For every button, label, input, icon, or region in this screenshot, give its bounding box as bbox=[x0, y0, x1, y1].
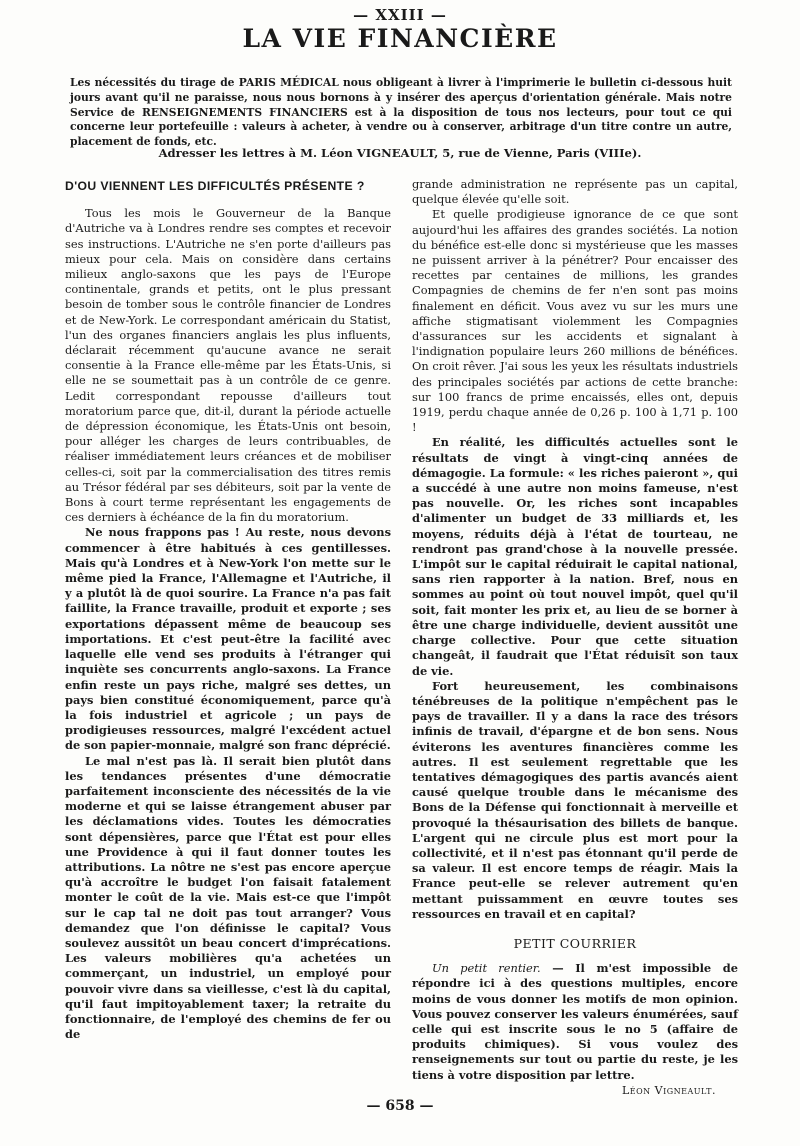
courrier-addressee: Un petit rentier. bbox=[432, 961, 541, 976]
intro-notice: Les nécessités du tirage de PARIS MÉDICAL nous obligeant à livrer à l'imprimerie le bulletin ci-dessous huit jours avant qu'il ne paraisse, nous nous bornons à y insérer des aperçus d'orientation générale. Mais notre Service de RENSEIGNEMENTS FINANCIERS est à la disposition de tous nos lecteurs, pour tout ce qui concerne leur portefeuille : valeurs à acheter, à vendre ou à conserver, arbitrage d'un titre contre un autre, placement de fonds, etc. bbox=[70, 76, 732, 149]
page-number: — 658 — bbox=[366, 1098, 434, 1114]
right-column bbox=[412, 177, 738, 1098]
page-number-roman: — XXIII — bbox=[353, 6, 447, 24]
paragraph: Ne nous frappons pas ! Au reste, nous devons commencer à être habitués à ces gentillesses. Mais qu'à Londres et à New-York l'on mette sur le même pied la France, l'Allemagne et l'Autriche, il y a plutôt là de quoi sourire. La France n'a pas fait faillite, la France travaille, produit et exporte ; ses exportations dépassent même de beaucoup ses importations. Et c'est peut-être la facilité avec laquelle elle vend ses produits à l'étranger qui inquiète ses concurrents anglo-saxons. La France enfin reste un pays riche, malgré ses dettes, un pays bien constitué économiquement, parce qu'à la fois industriel et agricole ; un pays de prodigieuses ressources, malgré l'excédent actuel de son papier-monnaie, malgré son franc déprécié. bbox=[65, 525, 391, 753]
paragraph: En réalité, les difficultés actuelles sont le résultats de vingt à vingt-cinq années de démagogie. La formule: « les riches paieront », qui a succédé à une autre non moins fameuse, n'est pas nouvelle. Or, les riches sont incapables d'alimenter un budget de 33 milliards et, les moyens, réduits déjà à l'état de tourteau, ne rendront pas grand'chose à la nouvelle pressée. L'impôt sur le capital réduirait le capital national, sans rien rapporter à la nation. Bref, nous en sommes au point où tout nouvel impôt, quel qu'il soit, fait monter les prix et, au lieu de se borner à être une charge individuelle, devient aussitôt une charge collective. Pour que cette situation changeât, il faudrait que l'État réduisît son taux de vie. bbox=[412, 435, 738, 678]
left-column bbox=[65, 177, 391, 1042]
paragraph: Le mal n'est pas là. Il serait bien plutôt dans les tendances présentes d'une démocratie parfaitement inconsciente des nécessités de la vie moderne et qui se laisse étrangement abuser par les déclamations vides. Toutes les démocraties sont dépensières, parce que l'État est pour elles une Providence à qui il faut donner toutes les attributions. La nôtre ne s'est pas encore aperçue qu'à accroître le budget l'on faisait fatalement monter le coût de la vie. Mais est-ce que l'impôt sur le cap tal ne doit pas tout arranger? Vous demandez que l'on définisse le capital? Vous soulevez aussitôt un beau concert d'imprécations. Les valeurs mobilières qu'a achetées un commerçant, un industriel, un employé pour pouvoir vivre dans sa vieillesse, c'est là du capital, qu'il faut impitoyablement taxer; la retraite du fonctionnaire, de l'employé des chemins de fer ou de bbox=[65, 753, 391, 1042]
signature: Léon Vigneault. bbox=[621, 1083, 716, 1097]
article-title: D'OU VIENNENT LES DIFFICULTÉS PRÉSENTE ? bbox=[65, 179, 365, 193]
courrier-body: — Il m'est impossible de répondre ici à des questions multiples, encore moins de vous donner les motifs de mon opinion. Vous pouvez conserver les valeurs énumérées, sauf celle qui est inscrite sous le no 5 (affaire de produits chimiques). Si vous voulez des renseignements sur tout ou partie du reste, je les tiens à votre disposition par lettre. bbox=[412, 961, 738, 1082]
page-title: LA VIE FINANCIÈRE bbox=[242, 24, 558, 53]
paragraph: grande administration ne représente pas un capital, quelque élevée qu'elle soit. bbox=[412, 177, 738, 207]
contact-address: Adresser les lettres à M. Léon VIGNEAULT, 5, rue de Vienne, Paris (VIIIe). bbox=[158, 146, 642, 160]
paragraph: Et quelle prodigieuse ignorance de ce que sont aujourd'hui les affaires des grandes sociétés. La notion du bénéfice est-elle donc si mystérieuse que les masses ne puissent arriver à la pénétrer? Pour encaisser des recettes par centaines de millions, les grandes Compagnies de chemins de fer n'en sont pas moins finalement en déficit. Vous avez vu sur les murs une affiche stigmatisant violemment les Compagnies d'assurances sur les accidents et signalant à l'indignation populaire leurs 260 millions de bénéfices. On croit rêver. J'ai sous les yeux les résultats industriels des principales sociétés par actions de cette branche: sur 100 francs de prime encaissés, elles ont, depuis 1919, perdu chaque année de 0,26 p. 100 à 1,71 p. 100 ! bbox=[412, 207, 738, 435]
courrier-title: PETIT COURRIER bbox=[513, 935, 637, 951]
paragraph: Tous les mois le Gouverneur de la Banque d'Autriche va à Londres rendre ses comptes et recevoir ses instructions. L'Autriche ne s'en porte d'ailleurs pas mieux pour cela. Mais on considère dans certains milieux anglo-saxons que les pays de l'Europe continentale, grands et petits, ont le plus pressant besoin de tomber sous le contrôle financier de Londres et de New-York. Le correspondant américain du Statist, l'un des organes financiers anglais les plus influents, déclarait récemment qu'aucune avance ne serait consentie à la France elle-même par les États-Unis, si elle ne se soumettait pas à un contrôle de ce genre. Ledit correspondant repousse d'ailleurs tout moratorium parce que, dit-il, durant la période actuelle de dépression économique, les États-Unis ont besoin, pour alléger les charges de leurs contribuables, de réaliser immédiatement leurs créances et de mobiliser celles-ci, soit par la commercialisation des titres remis au Trésor fédéral par ses débiteurs, soit par la vente de Bons à court terme représentant les engagements de ces derniers à échéance de la fin du moratorium. bbox=[65, 206, 391, 525]
courrier-text bbox=[412, 961, 738, 1083]
paragraph: Fort heureusement, les combinaisons ténébreuses de la politique n'empêchent pas le pays de travailler. Il y a dans la race des trésors infinis de travail, d'épargne et de bon sens. Nous éviterons les aventures financières comme les autres. Il est seulement regrettable que les tentatives démagogiques des partis avancés aient causé quelque trouble dans le mécanisme des Bons de la Défense qui fonctionnait à merveille et provoqué la thésaurisation des billets de banque. L'argent qui ne circule plus est mort pour la collectivité, et il n'est pas étonnant qu'il perde de sa valeur. Il est encore temps de réagir. Mais la France peut-elle se relever autrement qu'en mettant puissamment en œuvre toutes ses ressources en travail et en capital? bbox=[412, 678, 738, 921]
